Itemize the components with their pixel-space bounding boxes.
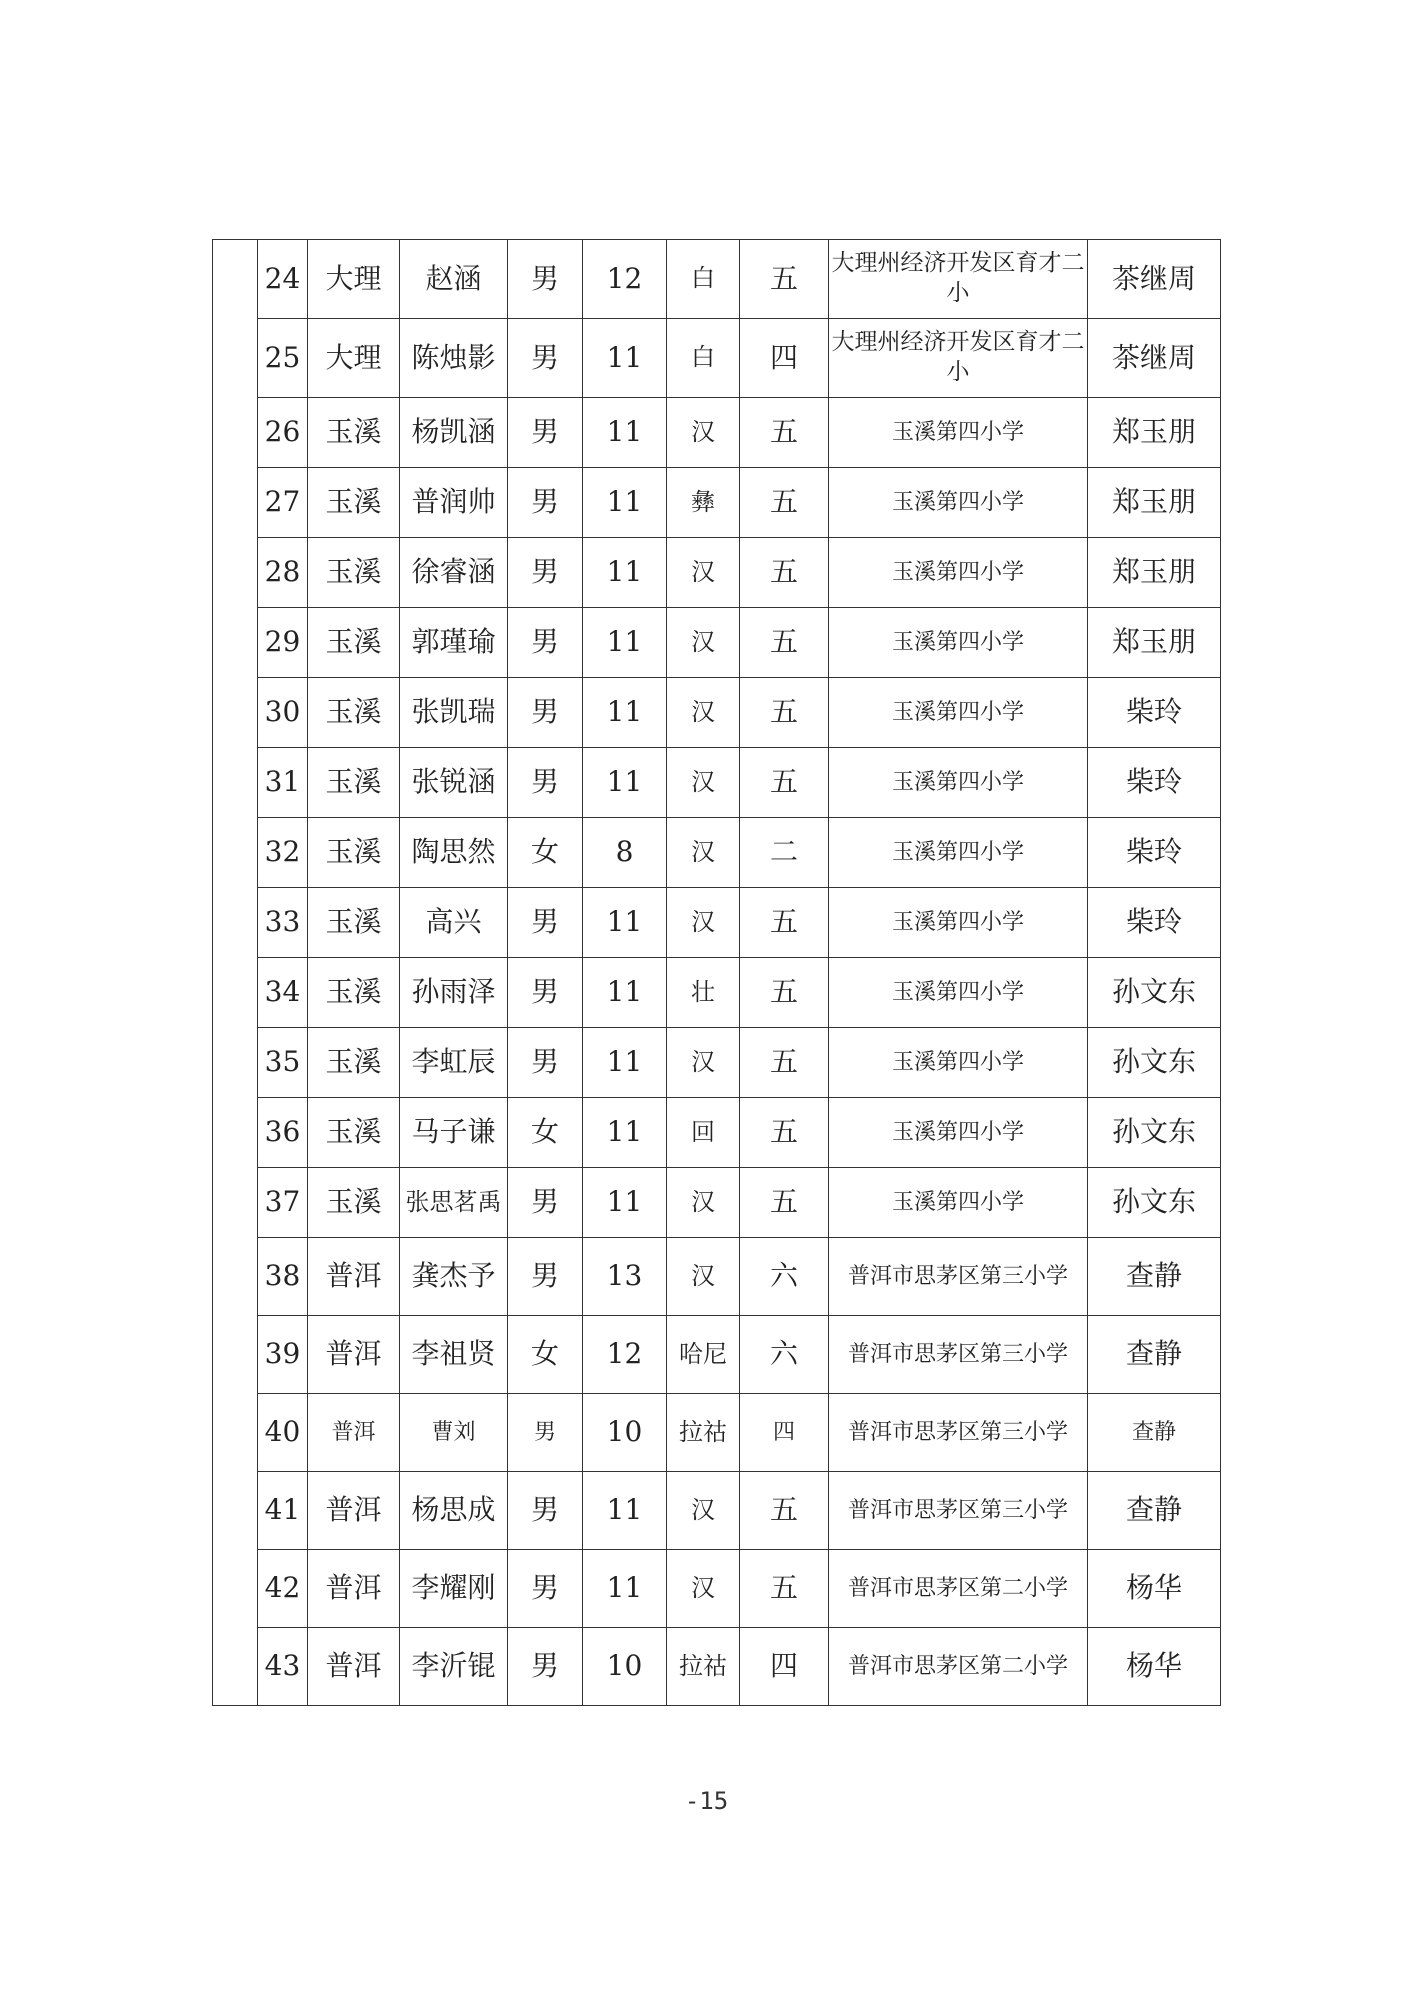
table-row: [213, 398, 1221, 468]
margin-cell: [213, 1028, 258, 1098]
grade-cell: 四: [740, 1394, 829, 1472]
region-cell: 玉溪: [308, 398, 400, 468]
teacher-cell: 柴玲: [1088, 678, 1221, 748]
age-cell: 11: [583, 1168, 667, 1238]
teacher-cell: 茶继周: [1088, 319, 1221, 398]
grade-cell: 二: [740, 818, 829, 888]
age-cell: 11: [583, 678, 667, 748]
teacher-cell: 郑玉朋: [1088, 468, 1221, 538]
student-name-cell: 马子谦: [400, 1098, 508, 1168]
table-row: [213, 319, 1221, 398]
row-number: 43: [258, 1628, 308, 1706]
table-row: [213, 1316, 1221, 1394]
table-row: [213, 1472, 1221, 1550]
region-cell: 玉溪: [308, 468, 400, 538]
gender-cell: 男: [508, 608, 583, 678]
ethnicity-cell: 汉: [667, 538, 740, 608]
gender-cell: 男: [508, 1238, 583, 1316]
gender-cell: 男: [508, 748, 583, 818]
margin-cell: [213, 888, 258, 958]
student-name-cell: 张思茗禹: [400, 1168, 508, 1238]
teacher-cell: 查静: [1088, 1238, 1221, 1316]
student-name-cell: 孙雨泽: [400, 958, 508, 1028]
gender-cell: 女: [508, 1316, 583, 1394]
row-number: 37: [258, 1168, 308, 1238]
region-cell: 大理: [308, 240, 400, 319]
student-name-cell: 李祖贤: [400, 1316, 508, 1394]
row-number: 42: [258, 1550, 308, 1628]
gender-cell: 男: [508, 888, 583, 958]
student-name-cell: 龚杰予: [400, 1238, 508, 1316]
grade-cell: 五: [740, 958, 829, 1028]
table-row: [213, 608, 1221, 678]
school-cell: 玉溪第四小学: [829, 538, 1088, 608]
row-number: 29: [258, 608, 308, 678]
row-number: 24: [258, 240, 308, 319]
student-name-cell: 李沂锟: [400, 1628, 508, 1706]
student-name-cell: 徐睿涵: [400, 538, 508, 608]
age-cell: 11: [583, 608, 667, 678]
school-cell: 玉溪第四小学: [829, 818, 1088, 888]
school-cell: 大理州经济开发区育才二小: [829, 240, 1088, 319]
teacher-cell: 郑玉朋: [1088, 608, 1221, 678]
ethnicity-cell: 彝: [667, 468, 740, 538]
teacher-cell: 查静: [1088, 1394, 1221, 1472]
grade-cell: 五: [740, 1028, 829, 1098]
age-cell: 12: [583, 240, 667, 319]
ethnicity-cell: 汉: [667, 818, 740, 888]
gender-cell: 男: [508, 1550, 583, 1628]
table-row: [213, 240, 1221, 319]
gender-cell: 男: [508, 678, 583, 748]
row-number: 33: [258, 888, 308, 958]
table-row: [213, 1028, 1221, 1098]
teacher-cell: 柴玲: [1088, 818, 1221, 888]
ethnicity-cell: 汉: [667, 678, 740, 748]
gender-cell: 男: [508, 468, 583, 538]
table-row: [213, 538, 1221, 608]
teacher-cell: 杨华: [1088, 1550, 1221, 1628]
table-row: [213, 1238, 1221, 1316]
teacher-cell: 孙文东: [1088, 1168, 1221, 1238]
student-name-cell: 郭瑾瑜: [400, 608, 508, 678]
ethnicity-cell: 汉: [667, 608, 740, 678]
ethnicity-cell: 哈尼: [667, 1316, 740, 1394]
region-cell: 普洱: [308, 1628, 400, 1706]
grade-cell: 四: [740, 319, 829, 398]
row-number: 26: [258, 398, 308, 468]
margin-cell: [213, 1550, 258, 1628]
student-name-cell: 陈烛影: [400, 319, 508, 398]
margin-cell: [213, 468, 258, 538]
teacher-cell: 孙文东: [1088, 958, 1221, 1028]
row-number: 39: [258, 1316, 308, 1394]
ethnicity-cell: 汉: [667, 748, 740, 818]
margin-cell: [213, 398, 258, 468]
row-number: 38: [258, 1238, 308, 1316]
grade-cell: 五: [740, 240, 829, 319]
grade-cell: 五: [740, 1472, 829, 1550]
age-cell: 11: [583, 398, 667, 468]
school-cell: 玉溪第四小学: [829, 1028, 1088, 1098]
grade-cell: 五: [740, 678, 829, 748]
table-row: [213, 678, 1221, 748]
margin-cell: [213, 608, 258, 678]
table-body: [213, 240, 1221, 1706]
school-cell: 普洱市思茅区第三小学: [829, 1316, 1088, 1394]
gender-cell: 男: [508, 240, 583, 319]
region-cell: 玉溪: [308, 1028, 400, 1098]
age-cell: 11: [583, 1550, 667, 1628]
table-row: [213, 1628, 1221, 1706]
school-cell: 玉溪第四小学: [829, 678, 1088, 748]
region-cell: 普洱: [308, 1238, 400, 1316]
grade-cell: 六: [740, 1238, 829, 1316]
row-number: 41: [258, 1472, 308, 1550]
gender-cell: 男: [508, 1394, 583, 1472]
gender-cell: 男: [508, 1472, 583, 1550]
student-name-cell: 杨思成: [400, 1472, 508, 1550]
row-number: 31: [258, 748, 308, 818]
row-number: 32: [258, 818, 308, 888]
row-number: 28: [258, 538, 308, 608]
age-cell: 11: [583, 1028, 667, 1098]
ethnicity-cell: 白: [667, 319, 740, 398]
grade-cell: 四: [740, 1628, 829, 1706]
margin-cell: [213, 958, 258, 1028]
page-number: -15: [684, 1787, 729, 1815]
student-name-cell: 陶思然: [400, 818, 508, 888]
margin-cell: [213, 1628, 258, 1706]
region-cell: 玉溪: [308, 958, 400, 1028]
teacher-cell: 郑玉朋: [1088, 538, 1221, 608]
school-cell: 玉溪第四小学: [829, 748, 1088, 818]
margin-cell: [213, 748, 258, 818]
ethnicity-cell: 汉: [667, 1028, 740, 1098]
region-cell: 玉溪: [308, 608, 400, 678]
student-name-cell: 李虹辰: [400, 1028, 508, 1098]
ethnicity-cell: 汉: [667, 1168, 740, 1238]
margin-cell: [213, 678, 258, 748]
student-name-cell: 杨凯涵: [400, 398, 508, 468]
age-cell: 11: [583, 1472, 667, 1550]
school-cell: 玉溪第四小学: [829, 1168, 1088, 1238]
gender-cell: 男: [508, 398, 583, 468]
age-cell: 11: [583, 958, 667, 1028]
grade-cell: 五: [740, 608, 829, 678]
school-cell: 玉溪第四小学: [829, 888, 1088, 958]
table-row: [213, 1394, 1221, 1472]
ethnicity-cell: 汉: [667, 1238, 740, 1316]
student-name-cell: 张锐涵: [400, 748, 508, 818]
grade-cell: 六: [740, 1316, 829, 1394]
school-cell: 大理州经济开发区育才二小: [829, 319, 1088, 398]
age-cell: 11: [583, 538, 667, 608]
school-cell: 玉溪第四小学: [829, 1098, 1088, 1168]
grade-cell: 五: [740, 1168, 829, 1238]
school-cell: 普洱市思茅区第三小学: [829, 1394, 1088, 1472]
age-cell: 10: [583, 1628, 667, 1706]
margin-cell: [213, 1394, 258, 1472]
school-cell: 普洱市思茅区第二小学: [829, 1628, 1088, 1706]
age-cell: 11: [583, 888, 667, 958]
teacher-cell: 柴玲: [1088, 748, 1221, 818]
margin-cell: [213, 1316, 258, 1394]
gender-cell: 男: [508, 958, 583, 1028]
region-cell: 玉溪: [308, 678, 400, 748]
school-cell: 玉溪第四小学: [829, 468, 1088, 538]
row-number: 30: [258, 678, 308, 748]
region-cell: 普洱: [308, 1472, 400, 1550]
ethnicity-cell: 汉: [667, 398, 740, 468]
table-row: [213, 1098, 1221, 1168]
student-name-cell: 赵涵: [400, 240, 508, 319]
school-cell: 玉溪第四小学: [829, 608, 1088, 678]
age-cell: 12: [583, 1316, 667, 1394]
table-row: [213, 958, 1221, 1028]
teacher-cell: 查静: [1088, 1472, 1221, 1550]
margin-cell: [213, 1472, 258, 1550]
ethnicity-cell: 回: [667, 1098, 740, 1168]
gender-cell: 男: [508, 538, 583, 608]
row-number: 36: [258, 1098, 308, 1168]
region-cell: 普洱: [308, 1394, 400, 1472]
teacher-cell: 孙文东: [1088, 1028, 1221, 1098]
teacher-cell: 茶继周: [1088, 240, 1221, 319]
teacher-cell: 查静: [1088, 1316, 1221, 1394]
row-number: 25: [258, 319, 308, 398]
ethnicity-cell: 拉祜: [667, 1394, 740, 1472]
school-cell: 玉溪第四小学: [829, 958, 1088, 1028]
row-number: 35: [258, 1028, 308, 1098]
ethnicity-cell: 汉: [667, 888, 740, 958]
ethnicity-cell: 拉祜: [667, 1628, 740, 1706]
table-row: [213, 1550, 1221, 1628]
teacher-cell: 郑玉朋: [1088, 398, 1221, 468]
grade-cell: 五: [740, 398, 829, 468]
age-cell: 11: [583, 319, 667, 398]
row-number: 27: [258, 468, 308, 538]
region-cell: 玉溪: [308, 888, 400, 958]
margin-cell: [213, 240, 258, 319]
teacher-cell: 柴玲: [1088, 888, 1221, 958]
teacher-cell: 孙文东: [1088, 1098, 1221, 1168]
age-cell: 8: [583, 818, 667, 888]
row-number: 40: [258, 1394, 308, 1472]
gender-cell: 男: [508, 319, 583, 398]
table-row: [213, 818, 1221, 888]
table-row: [213, 748, 1221, 818]
region-cell: 玉溪: [308, 538, 400, 608]
student-name-cell: 李耀刚: [400, 1550, 508, 1628]
ethnicity-cell: 汉: [667, 1550, 740, 1628]
region-cell: 普洱: [308, 1550, 400, 1628]
table-row: [213, 468, 1221, 538]
grade-cell: 五: [740, 1098, 829, 1168]
school-cell: 普洱市思茅区第三小学: [829, 1238, 1088, 1316]
region-cell: 大理: [308, 319, 400, 398]
student-name-cell: 曹刘: [400, 1394, 508, 1472]
age-cell: 11: [583, 1098, 667, 1168]
region-cell: 玉溪: [308, 1098, 400, 1168]
grade-cell: 五: [740, 538, 829, 608]
grade-cell: 五: [740, 888, 829, 958]
table-row: [213, 888, 1221, 958]
gender-cell: 男: [508, 1628, 583, 1706]
gender-cell: 男: [508, 1168, 583, 1238]
student-name-cell: 高兴: [400, 888, 508, 958]
table-row: [213, 1168, 1221, 1238]
region-cell: 玉溪: [308, 1168, 400, 1238]
school-cell: 普洱市思茅区第二小学: [829, 1550, 1088, 1628]
student-table: [212, 239, 1221, 1706]
ethnicity-cell: 白: [667, 240, 740, 319]
student-name-cell: 普润帅: [400, 468, 508, 538]
region-cell: 玉溪: [308, 748, 400, 818]
row-number: 34: [258, 958, 308, 1028]
age-cell: 11: [583, 468, 667, 538]
margin-cell: [213, 818, 258, 888]
ethnicity-cell: 汉: [667, 1472, 740, 1550]
student-name-cell: 张凯瑞: [400, 678, 508, 748]
region-cell: 玉溪: [308, 818, 400, 888]
grade-cell: 五: [740, 748, 829, 818]
margin-cell: [213, 1238, 258, 1316]
ethnicity-cell: 壮: [667, 958, 740, 1028]
margin-cell: [213, 1168, 258, 1238]
grade-cell: 五: [740, 468, 829, 538]
gender-cell: 女: [508, 818, 583, 888]
school-cell: 玉溪第四小学: [829, 398, 1088, 468]
margin-cell: [213, 1098, 258, 1168]
school-cell: 普洱市思茅区第三小学: [829, 1472, 1088, 1550]
grade-cell: 五: [740, 1550, 829, 1628]
age-cell: 10: [583, 1394, 667, 1472]
margin-cell: [213, 538, 258, 608]
gender-cell: 女: [508, 1098, 583, 1168]
region-cell: 普洱: [308, 1316, 400, 1394]
margin-cell: [213, 319, 258, 398]
teacher-cell: 杨华: [1088, 1628, 1221, 1706]
gender-cell: 男: [508, 1028, 583, 1098]
age-cell: 11: [583, 748, 667, 818]
age-cell: 13: [583, 1238, 667, 1316]
